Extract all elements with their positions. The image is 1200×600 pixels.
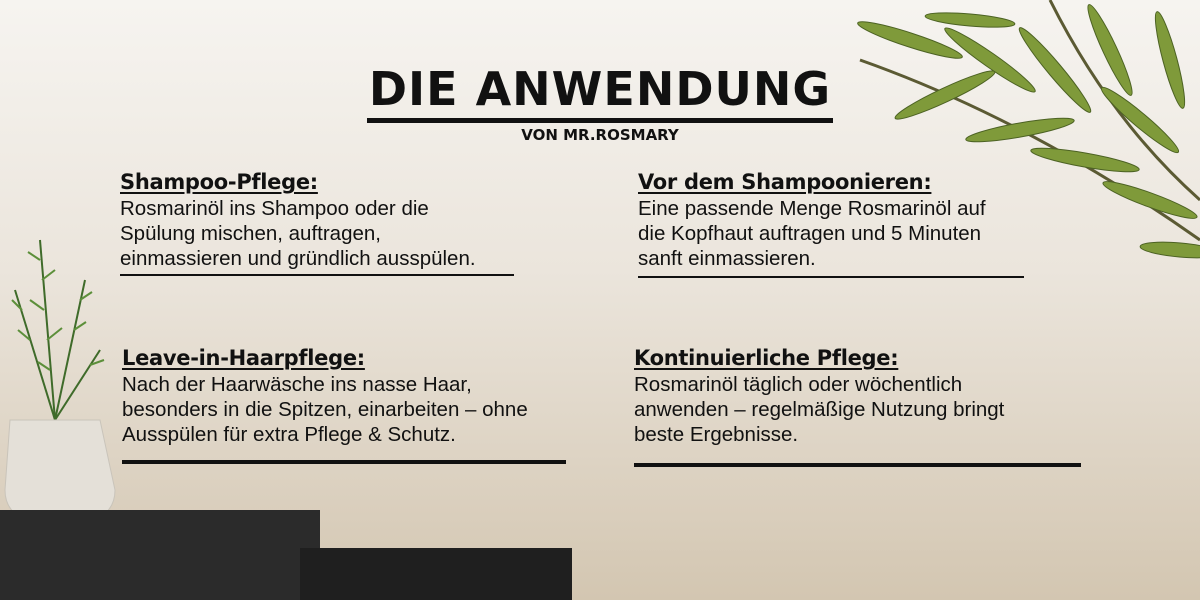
section-divider bbox=[634, 463, 1081, 467]
section-vor-dem-shampoonieren bbox=[638, 170, 1038, 271]
rosemary-plant-vase-image bbox=[0, 230, 120, 530]
page-title: DIE ANWENDUNG bbox=[0, 62, 1200, 116]
section-title: Leave-in-Haarpflege: bbox=[122, 346, 365, 370]
section-divider bbox=[638, 276, 1024, 278]
section-divider bbox=[120, 274, 514, 276]
section-text: Eine passende Menge Rosmarinöl auf die Kopfhaut auftragen und 5 Minuten sanft einmassieren. bbox=[638, 197, 986, 270]
dark-table-image bbox=[0, 510, 320, 600]
section-shampoo-pflege bbox=[120, 170, 540, 271]
section-leave-in-haarpflege bbox=[122, 346, 582, 447]
section-title: Vor dem Shampoonieren: bbox=[638, 170, 932, 194]
section-kontinuierliche-pflege bbox=[634, 346, 1054, 447]
section-text: Rosmarinöl ins Shampoo oder die Spülung mischen, auftragen, einmassieren und gründlich ausspülen. bbox=[120, 197, 476, 270]
dark-table-image-front bbox=[300, 548, 572, 600]
page-subtitle: VON MR.ROSMARY bbox=[521, 126, 679, 144]
section-text: Rosmarinöl täglich oder wöchentlich anwenden – regelmäßige Nutzung bringt beste Ergebnisse. bbox=[634, 373, 1005, 446]
section-text: Nach der Haarwäsche ins nasse Haar, besonders in die Spitzen, einarbeiten – ohne Ausspülen für extra Pflege & Schutz. bbox=[122, 373, 528, 446]
section-divider bbox=[122, 460, 566, 464]
section-title: Shampoo-Pflege: bbox=[120, 170, 318, 194]
section-title: Kontinuierliche Pflege: bbox=[634, 346, 899, 370]
